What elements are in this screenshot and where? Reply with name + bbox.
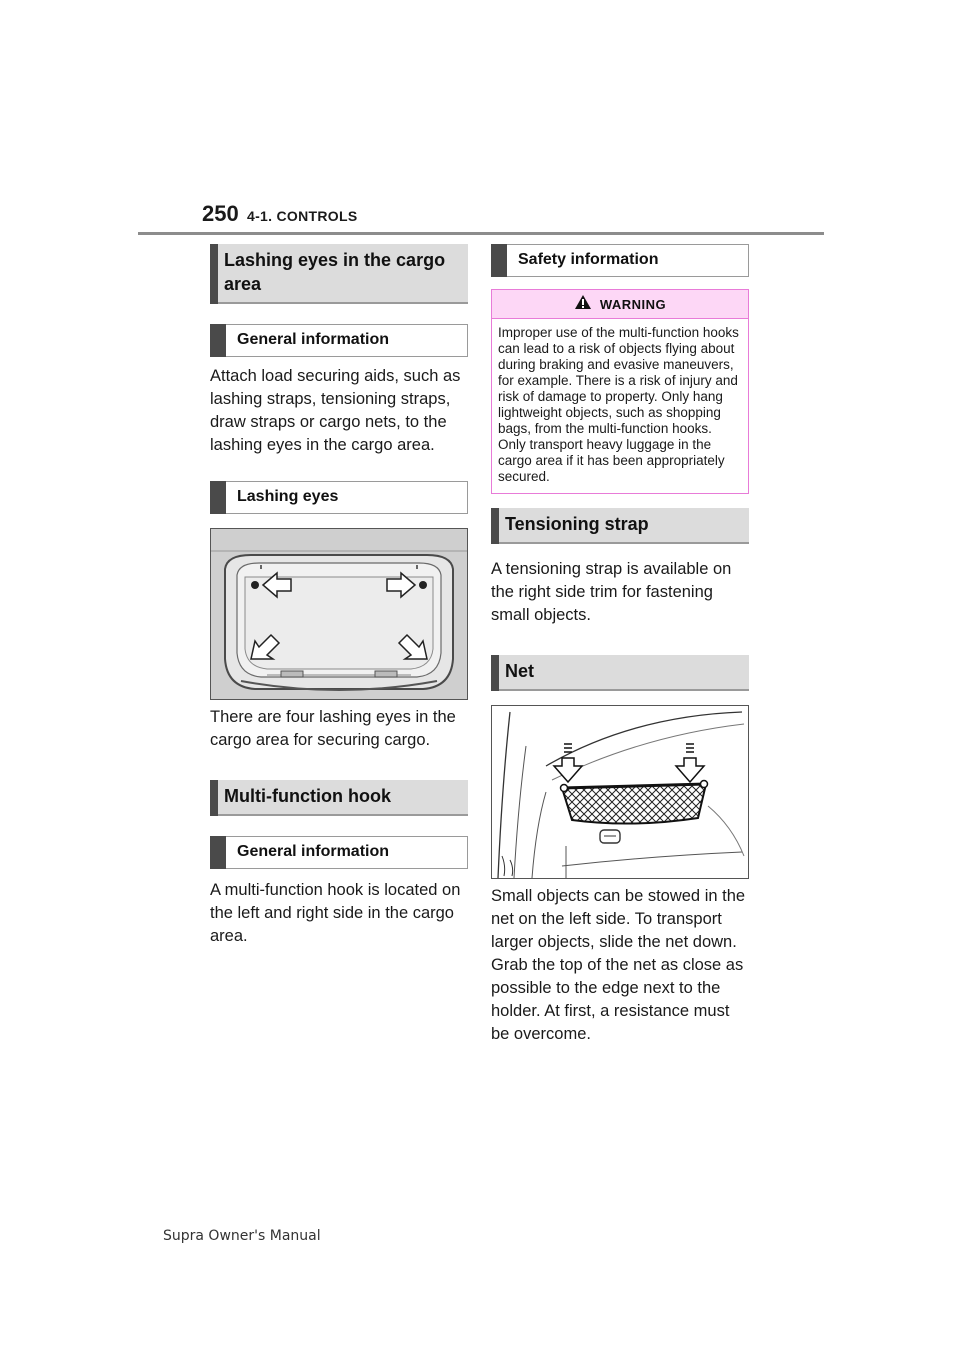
multi-function-hook-text: A multi-function hook is located on the left and right side in the cargo area. [210,881,461,945]
tensioning-strap-text: A tensioning strap is available on the right side trim for fastening small objects. [491,560,732,624]
heading-lashing-eyes: Lashing eyes [210,481,468,514]
footer-manual-title: Supra Owner's Manual [163,1228,321,1244]
header-rule [138,232,824,235]
heading-net: Net [491,655,749,691]
left-column [210,244,468,948]
lashing-eyes-figure [210,528,468,700]
heading-lashing-eyes-cargo: Lashing eyes in the cargo area [210,244,468,304]
net-figure [491,705,749,879]
general-information-text: Attach load securing aids, such as lashing straps, tensioning straps, draw straps or cargo nets, to the lashing eyes in the cargo area. [210,367,461,454]
warning-box [491,289,749,494]
page-number: 250 [202,201,239,226]
warning-title: WARNING [599,296,667,312]
heading-safety-information: Safety information [491,244,749,277]
section-label: 4-1. CONTROLS [247,208,358,224]
warning-text: Improper use of the multi-function hooks can lead to a risk of objects flying about during braking and evasive maneuvers, for example. There is a risk of injury and risk of damage to property. Only hang lightweight objects, such as shopping bags, from the multi-function hooks. Only transport heavy luggage in the cargo area if it has been appropriately secured. [498,325,739,484]
heading-tensioning-strap: Tensioning strap [491,508,749,544]
right-column [491,244,749,1046]
lashing-eyes-text: There are four lashing eyes in the cargo area for securing cargo. [210,708,456,749]
warning-header [492,290,748,319]
heading-general-information-2: General information [210,836,468,869]
warning-triangle-icon [574,294,592,315]
net-illustration [492,706,748,878]
net-text: Small objects can be stowed in the net on the left side. To transport larger objects, slide the net down. Grab the top of the net as close as possible to the edge next to the holder. At first, a resistance must be overcome. [491,887,746,1043]
heading-general-information: General information [210,324,468,357]
trunk-illustration [211,529,467,699]
heading-multi-function-hook: Multi-function hook [210,780,468,816]
